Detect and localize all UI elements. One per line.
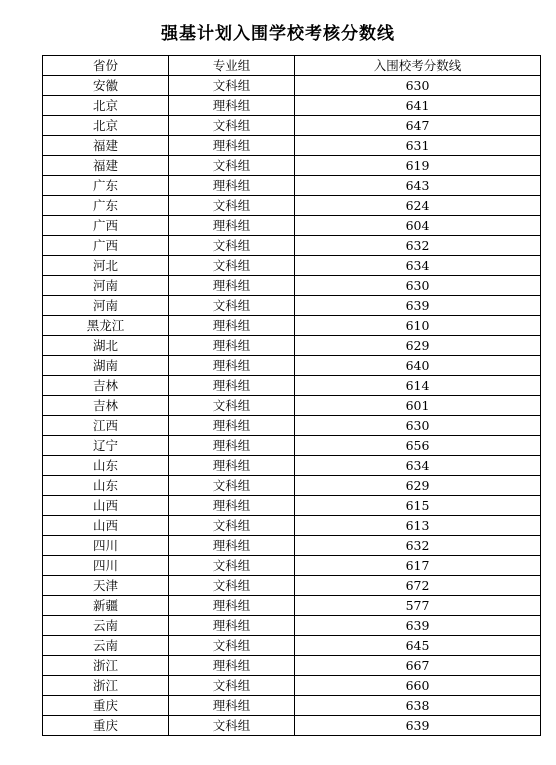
major-group-cell: 文科组: [169, 516, 295, 536]
table-row: [43, 616, 541, 636]
header-major-group: 专业组: [169, 56, 295, 76]
province-cell: 天津: [43, 576, 169, 596]
province-cell: 四川: [43, 536, 169, 556]
table-row: [43, 436, 541, 456]
major-group-cell: 文科组: [169, 556, 295, 576]
province-cell: 吉林: [43, 396, 169, 416]
score-cell: 619: [295, 156, 541, 176]
score-cell: 632: [295, 536, 541, 556]
table-row: [43, 236, 541, 256]
table-row: [43, 296, 541, 316]
score-cell: 615: [295, 496, 541, 516]
province-cell: 四川: [43, 556, 169, 576]
major-group-cell: 文科组: [169, 716, 295, 736]
score-cell: 610: [295, 316, 541, 336]
table-row: [43, 576, 541, 596]
province-cell: 云南: [43, 616, 169, 636]
score-cell: 604: [295, 216, 541, 236]
major-group-cell: 理科组: [169, 276, 295, 296]
header-row: [43, 56, 541, 76]
score-cell: 601: [295, 396, 541, 416]
document-title: 强基计划入围学校考核分数线: [161, 24, 395, 44]
major-group-cell: 理科组: [169, 536, 295, 556]
score-cell: 672: [295, 576, 541, 596]
score-cell: 634: [295, 456, 541, 476]
province-cell: 重庆: [43, 696, 169, 716]
score-cell: 647: [295, 116, 541, 136]
province-cell: 湖南: [43, 356, 169, 376]
table-row: [43, 136, 541, 156]
province-cell: 北京: [43, 116, 169, 136]
score-table: [42, 55, 541, 736]
table-row: [43, 256, 541, 276]
score-cell: 643: [295, 176, 541, 196]
score-cell: 632: [295, 236, 541, 256]
province-cell: 云南: [43, 636, 169, 656]
table-row: [43, 656, 541, 676]
province-cell: 广西: [43, 216, 169, 236]
major-group-cell: 理科组: [169, 456, 295, 476]
table-row: [43, 176, 541, 196]
major-group-cell: 理科组: [169, 316, 295, 336]
province-cell: 湖北: [43, 336, 169, 356]
score-cell: 629: [295, 336, 541, 356]
header-province: 省份: [43, 56, 169, 76]
table-row: [43, 696, 541, 716]
province-cell: 江西: [43, 416, 169, 436]
score-cell: 667: [295, 656, 541, 676]
score-cell: 639: [295, 616, 541, 636]
table-row: [43, 596, 541, 616]
table-row: [43, 416, 541, 436]
major-group-cell: 文科组: [169, 256, 295, 276]
table-row: [43, 476, 541, 496]
table-body: [43, 76, 541, 736]
major-group-cell: 文科组: [169, 476, 295, 496]
major-group-cell: 文科组: [169, 296, 295, 316]
table-row: [43, 196, 541, 216]
score-cell: 629: [295, 476, 541, 496]
table-row: [43, 76, 541, 96]
province-cell: 浙江: [43, 656, 169, 676]
province-cell: 新疆: [43, 596, 169, 616]
major-group-cell: 文科组: [169, 76, 295, 96]
score-cell: 624: [295, 196, 541, 216]
score-cell: 639: [295, 296, 541, 316]
province-cell: 黑龙江: [43, 316, 169, 336]
major-group-cell: 理科组: [169, 496, 295, 516]
table-row: [43, 336, 541, 356]
province-cell: 福建: [43, 136, 169, 156]
table-row: [43, 316, 541, 336]
table-row: [43, 156, 541, 176]
province-cell: 河南: [43, 276, 169, 296]
score-cell: 645: [295, 636, 541, 656]
major-group-cell: 理科组: [169, 416, 295, 436]
table-row: [43, 376, 541, 396]
province-cell: 福建: [43, 156, 169, 176]
province-cell: 广东: [43, 196, 169, 216]
major-group-cell: 文科组: [169, 636, 295, 656]
province-cell: 北京: [43, 96, 169, 116]
table-row: [43, 116, 541, 136]
major-group-cell: 理科组: [169, 136, 295, 156]
major-group-cell: 理科组: [169, 356, 295, 376]
table-row: [43, 276, 541, 296]
score-cell: 617: [295, 556, 541, 576]
score-cell: 630: [295, 416, 541, 436]
table-header: [43, 56, 541, 76]
major-group-cell: 理科组: [169, 436, 295, 456]
score-cell: 613: [295, 516, 541, 536]
major-group-cell: 文科组: [169, 196, 295, 216]
score-cell: 641: [295, 96, 541, 116]
score-cell: 631: [295, 136, 541, 156]
table-row: [43, 516, 541, 536]
province-cell: 辽宁: [43, 436, 169, 456]
province-cell: 吉林: [43, 376, 169, 396]
table-row: [43, 96, 541, 116]
province-cell: 安徽: [43, 76, 169, 96]
major-group-cell: 文科组: [169, 576, 295, 596]
province-cell: 河南: [43, 296, 169, 316]
province-cell: 山西: [43, 496, 169, 516]
province-cell: 山东: [43, 476, 169, 496]
major-group-cell: 理科组: [169, 596, 295, 616]
major-group-cell: 文科组: [169, 396, 295, 416]
score-cell: 639: [295, 716, 541, 736]
major-group-cell: 理科组: [169, 696, 295, 716]
score-cell: 640: [295, 356, 541, 376]
province-cell: 广东: [43, 176, 169, 196]
score-cell: 630: [295, 76, 541, 96]
score-cell: 638: [295, 696, 541, 716]
major-group-cell: 文科组: [169, 156, 295, 176]
major-group-cell: 理科组: [169, 216, 295, 236]
province-cell: 浙江: [43, 676, 169, 696]
score-cell: 656: [295, 436, 541, 456]
major-group-cell: 文科组: [169, 236, 295, 256]
major-group-cell: 理科组: [169, 336, 295, 356]
score-cell: 634: [295, 256, 541, 276]
table-row: [43, 396, 541, 416]
major-group-cell: 理科组: [169, 96, 295, 116]
province-cell: 山东: [43, 456, 169, 476]
major-group-cell: 理科组: [169, 376, 295, 396]
table-row: [43, 456, 541, 476]
header-score-line: 入围校考分数线: [295, 56, 541, 76]
province-cell: 山西: [43, 516, 169, 536]
table-row: [43, 536, 541, 556]
table-row: [43, 636, 541, 656]
table-row: [43, 356, 541, 376]
major-group-cell: 文科组: [169, 116, 295, 136]
score-cell: 630: [295, 276, 541, 296]
table-row: [43, 716, 541, 736]
score-cell: 660: [295, 676, 541, 696]
table-row: [43, 496, 541, 516]
province-cell: 重庆: [43, 716, 169, 736]
score-cell: 614: [295, 376, 541, 396]
table-row: [43, 216, 541, 236]
table-row: [43, 676, 541, 696]
table-row: [43, 556, 541, 576]
major-group-cell: 理科组: [169, 616, 295, 636]
province-cell: 河北: [43, 256, 169, 276]
major-group-cell: 理科组: [169, 656, 295, 676]
score-cell: 577: [295, 596, 541, 616]
major-group-cell: 文科组: [169, 676, 295, 696]
province-cell: 广西: [43, 236, 169, 256]
major-group-cell: 理科组: [169, 176, 295, 196]
